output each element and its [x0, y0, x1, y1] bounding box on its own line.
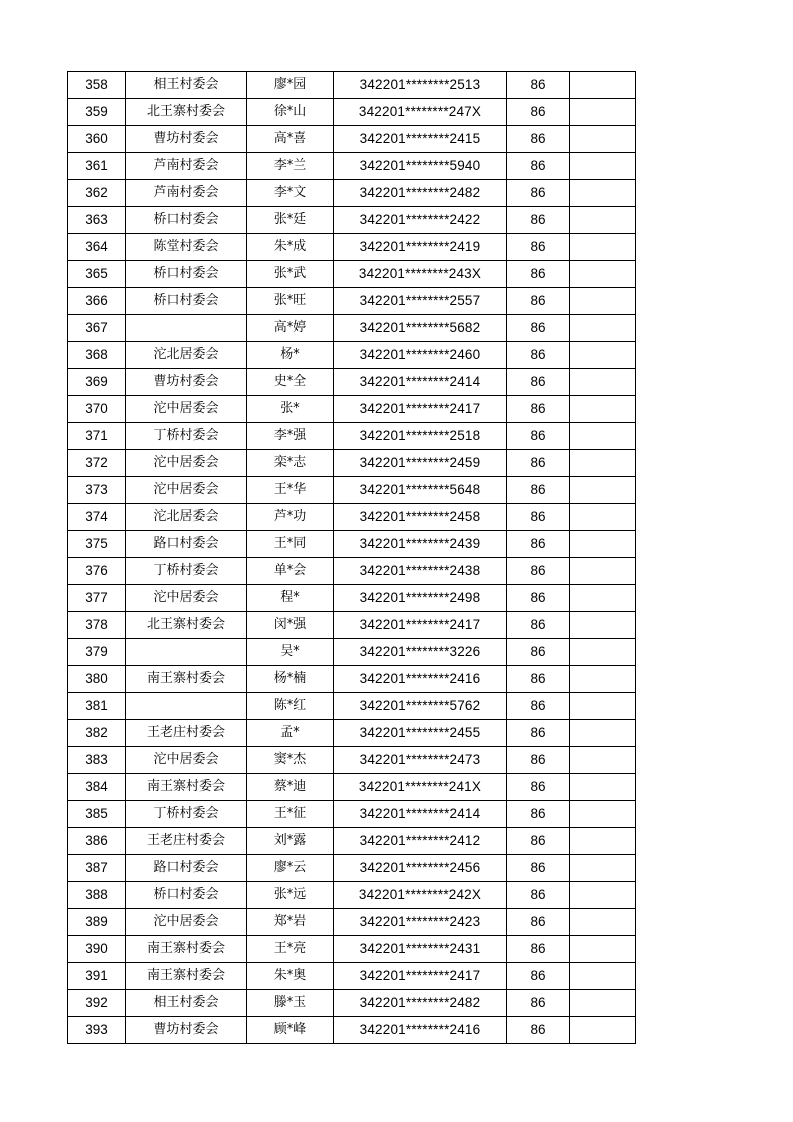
name-cell: 单*会 [247, 558, 334, 585]
row-number-cell: 370 [68, 396, 126, 423]
unit-cell: 路口村委会 [126, 531, 247, 558]
name-cell: 吴* [247, 639, 334, 666]
name-cell: 窦*杰 [247, 747, 334, 774]
name-cell: 李*文 [247, 180, 334, 207]
unit-cell: 沱中居委会 [126, 585, 247, 612]
unit-cell: 丁桥村委会 [126, 558, 247, 585]
note-cell [570, 99, 636, 126]
row-number-cell: 368 [68, 342, 126, 369]
note-cell [570, 612, 636, 639]
name-cell: 杨*楠 [247, 666, 334, 693]
id-number-cell: 342201********2456 [334, 855, 507, 882]
id-number-cell: 342201********2460 [334, 342, 507, 369]
table-row [68, 666, 636, 693]
row-number-cell: 364 [68, 234, 126, 261]
unit-cell: 沱中居委会 [126, 477, 247, 504]
row-number-cell: 358 [68, 72, 126, 99]
score-cell: 86 [507, 99, 570, 126]
table-row [68, 207, 636, 234]
note-cell [570, 963, 636, 990]
name-cell: 滕*玉 [247, 990, 334, 1017]
name-cell: 李*兰 [247, 153, 334, 180]
row-number-cell: 373 [68, 477, 126, 504]
name-cell: 王*征 [247, 801, 334, 828]
score-cell: 86 [507, 504, 570, 531]
unit-cell: 曹坊村委会 [126, 1017, 247, 1044]
name-cell: 李*强 [247, 423, 334, 450]
note-cell [570, 288, 636, 315]
name-cell: 廖*园 [247, 72, 334, 99]
row-number-cell: 359 [68, 99, 126, 126]
id-number-cell: 342201********5648 [334, 477, 507, 504]
row-number-cell: 360 [68, 126, 126, 153]
score-cell: 86 [507, 774, 570, 801]
id-number-cell: 342201********2439 [334, 531, 507, 558]
unit-cell: 相王村委会 [126, 72, 247, 99]
unit-cell: 南王寨村委会 [126, 963, 247, 990]
score-cell: 86 [507, 423, 570, 450]
row-number-cell: 363 [68, 207, 126, 234]
id-number-cell: 342201********5682 [334, 315, 507, 342]
unit-cell: 南王寨村委会 [126, 666, 247, 693]
table-row [68, 855, 636, 882]
note-cell [570, 693, 636, 720]
score-cell: 86 [507, 747, 570, 774]
row-number-cell: 361 [68, 153, 126, 180]
id-number-cell: 342201********2417 [334, 963, 507, 990]
table-row [68, 720, 636, 747]
unit-cell: 南王寨村委会 [126, 936, 247, 963]
name-cell: 徐*山 [247, 99, 334, 126]
table-row [68, 747, 636, 774]
table-row [68, 828, 636, 855]
row-number-cell: 384 [68, 774, 126, 801]
name-cell: 张* [247, 396, 334, 423]
table-row [68, 585, 636, 612]
unit-cell: 沱中居委会 [126, 909, 247, 936]
row-number-cell: 371 [68, 423, 126, 450]
score-cell: 86 [507, 234, 570, 261]
name-cell: 高*婷 [247, 315, 334, 342]
id-number-cell: 342201********2482 [334, 180, 507, 207]
note-cell [570, 882, 636, 909]
note-cell [570, 936, 636, 963]
id-number-cell: 342201********2414 [334, 369, 507, 396]
row-number-cell: 386 [68, 828, 126, 855]
row-number-cell: 392 [68, 990, 126, 1017]
score-cell: 86 [507, 153, 570, 180]
row-number-cell: 382 [68, 720, 126, 747]
score-cell: 86 [507, 207, 570, 234]
score-cell: 86 [507, 855, 570, 882]
unit-cell: 王老庄村委会 [126, 720, 247, 747]
score-cell: 86 [507, 666, 570, 693]
score-cell: 86 [507, 288, 570, 315]
name-cell: 孟* [247, 720, 334, 747]
id-number-cell: 342201********2416 [334, 1017, 507, 1044]
id-number-cell: 342201********2431 [334, 936, 507, 963]
name-cell: 蔡*迪 [247, 774, 334, 801]
row-number-cell: 389 [68, 909, 126, 936]
row-number-cell: 365 [68, 261, 126, 288]
unit-cell: 路口村委会 [126, 855, 247, 882]
id-number-cell: 342201********243X [334, 261, 507, 288]
note-cell [570, 801, 636, 828]
row-number-cell: 387 [68, 855, 126, 882]
note-cell [570, 639, 636, 666]
table-row [68, 963, 636, 990]
table-row [68, 558, 636, 585]
name-cell: 王*华 [247, 477, 334, 504]
unit-cell: 沱北居委会 [126, 504, 247, 531]
table-row [68, 234, 636, 261]
score-cell: 86 [507, 342, 570, 369]
note-cell [570, 207, 636, 234]
score-cell: 86 [507, 315, 570, 342]
unit-cell: 桥口村委会 [126, 207, 247, 234]
unit-cell: 北王寨村委会 [126, 99, 247, 126]
unit-cell: 丁桥村委会 [126, 801, 247, 828]
unit-cell: 桥口村委会 [126, 288, 247, 315]
score-cell: 86 [507, 369, 570, 396]
score-cell: 86 [507, 909, 570, 936]
score-cell: 86 [507, 450, 570, 477]
score-cell: 86 [507, 828, 570, 855]
note-cell [570, 72, 636, 99]
score-cell: 86 [507, 612, 570, 639]
id-number-cell: 342201********2423 [334, 909, 507, 936]
unit-cell: 芦南村委会 [126, 180, 247, 207]
roster-table-body [68, 72, 636, 1044]
table-row [68, 639, 636, 666]
id-number-cell: 342201********2557 [334, 288, 507, 315]
row-number-cell: 393 [68, 1017, 126, 1044]
score-cell: 86 [507, 396, 570, 423]
table-row [68, 1017, 636, 1044]
table-row [68, 288, 636, 315]
id-number-cell: 342201********2513 [334, 72, 507, 99]
name-cell: 张*旺 [247, 288, 334, 315]
table-row [68, 72, 636, 99]
unit-cell: 桥口村委会 [126, 882, 247, 909]
row-number-cell: 369 [68, 369, 126, 396]
id-number-cell: 342201********2417 [334, 612, 507, 639]
row-number-cell: 367 [68, 315, 126, 342]
id-number-cell: 342201********2415 [334, 126, 507, 153]
score-cell: 86 [507, 558, 570, 585]
table-row [68, 126, 636, 153]
id-number-cell: 342201********5762 [334, 693, 507, 720]
name-cell: 廖*云 [247, 855, 334, 882]
note-cell [570, 855, 636, 882]
row-number-cell: 379 [68, 639, 126, 666]
table-row [68, 774, 636, 801]
score-cell: 86 [507, 720, 570, 747]
note-cell [570, 126, 636, 153]
note-cell [570, 828, 636, 855]
id-number-cell: 342201********3226 [334, 639, 507, 666]
name-cell: 郑*岩 [247, 909, 334, 936]
table-row [68, 693, 636, 720]
name-cell: 栾*志 [247, 450, 334, 477]
unit-cell: 桥口村委会 [126, 261, 247, 288]
table-row [68, 396, 636, 423]
name-cell: 张*武 [247, 261, 334, 288]
id-number-cell: 342201********241X [334, 774, 507, 801]
note-cell [570, 531, 636, 558]
id-number-cell: 342201********2419 [334, 234, 507, 261]
score-cell: 86 [507, 477, 570, 504]
note-cell [570, 423, 636, 450]
row-number-cell: 385 [68, 801, 126, 828]
table-row [68, 99, 636, 126]
unit-cell: 王老庄村委会 [126, 828, 247, 855]
row-number-cell: 388 [68, 882, 126, 909]
note-cell [570, 720, 636, 747]
note-cell [570, 504, 636, 531]
name-cell: 高*喜 [247, 126, 334, 153]
name-cell: 程* [247, 585, 334, 612]
note-cell [570, 1017, 636, 1044]
score-cell: 86 [507, 1017, 570, 1044]
id-number-cell: 342201********2458 [334, 504, 507, 531]
unit-cell: 芦南村委会 [126, 153, 247, 180]
name-cell: 王*亮 [247, 936, 334, 963]
note-cell [570, 342, 636, 369]
name-cell: 陈*红 [247, 693, 334, 720]
table-row [68, 153, 636, 180]
unit-cell: 沱中居委会 [126, 450, 247, 477]
score-cell: 86 [507, 261, 570, 288]
note-cell [570, 396, 636, 423]
score-cell: 86 [507, 963, 570, 990]
id-number-cell: 342201********2438 [334, 558, 507, 585]
name-cell: 刘*露 [247, 828, 334, 855]
name-cell: 王*同 [247, 531, 334, 558]
id-number-cell: 342201********242X [334, 882, 507, 909]
id-number-cell: 342201********2416 [334, 666, 507, 693]
name-cell: 朱*奥 [247, 963, 334, 990]
name-cell: 朱*成 [247, 234, 334, 261]
table-row [68, 477, 636, 504]
table-row [68, 315, 636, 342]
row-number-cell: 380 [68, 666, 126, 693]
score-cell: 86 [507, 531, 570, 558]
unit-cell: 南王寨村委会 [126, 774, 247, 801]
unit-cell [126, 639, 247, 666]
score-cell: 86 [507, 585, 570, 612]
note-cell [570, 153, 636, 180]
row-number-cell: 391 [68, 963, 126, 990]
note-cell [570, 261, 636, 288]
note-cell [570, 909, 636, 936]
note-cell [570, 477, 636, 504]
unit-cell: 北王寨村委会 [126, 612, 247, 639]
table-row [68, 882, 636, 909]
table-row [68, 369, 636, 396]
note-cell [570, 315, 636, 342]
table-row [68, 261, 636, 288]
table-row [68, 936, 636, 963]
table-row [68, 423, 636, 450]
row-number-cell: 378 [68, 612, 126, 639]
table-row [68, 801, 636, 828]
row-number-cell: 372 [68, 450, 126, 477]
row-number-cell: 374 [68, 504, 126, 531]
note-cell [570, 774, 636, 801]
score-cell: 86 [507, 936, 570, 963]
name-cell: 张*远 [247, 882, 334, 909]
table-row [68, 990, 636, 1017]
id-number-cell: 342201********2473 [334, 747, 507, 774]
unit-cell: 丁桥村委会 [126, 423, 247, 450]
note-cell [570, 369, 636, 396]
id-number-cell: 342201********2412 [334, 828, 507, 855]
score-cell: 86 [507, 990, 570, 1017]
row-number-cell: 383 [68, 747, 126, 774]
id-number-cell: 342201********2482 [334, 990, 507, 1017]
id-number-cell: 342201********247X [334, 99, 507, 126]
name-cell: 杨* [247, 342, 334, 369]
row-number-cell: 390 [68, 936, 126, 963]
score-cell: 86 [507, 126, 570, 153]
id-number-cell: 342201********2417 [334, 396, 507, 423]
unit-cell: 相王村委会 [126, 990, 247, 1017]
name-cell: 芦*功 [247, 504, 334, 531]
id-number-cell: 342201********2459 [334, 450, 507, 477]
id-number-cell: 342201********2455 [334, 720, 507, 747]
note-cell [570, 990, 636, 1017]
score-cell: 86 [507, 72, 570, 99]
note-cell [570, 180, 636, 207]
id-number-cell: 342201********5940 [334, 153, 507, 180]
name-cell: 张*廷 [247, 207, 334, 234]
score-cell: 86 [507, 639, 570, 666]
id-number-cell: 342201********2422 [334, 207, 507, 234]
row-number-cell: 366 [68, 288, 126, 315]
id-number-cell: 342201********2518 [334, 423, 507, 450]
roster-table [67, 71, 636, 1044]
row-number-cell: 375 [68, 531, 126, 558]
note-cell [570, 450, 636, 477]
id-number-cell: 342201********2498 [334, 585, 507, 612]
unit-cell: 曹坊村委会 [126, 369, 247, 396]
table-row [68, 531, 636, 558]
note-cell [570, 747, 636, 774]
unit-cell: 沱北居委会 [126, 342, 247, 369]
score-cell: 86 [507, 693, 570, 720]
score-cell: 86 [507, 882, 570, 909]
score-cell: 86 [507, 180, 570, 207]
name-cell: 顾*峰 [247, 1017, 334, 1044]
name-cell: 闵*强 [247, 612, 334, 639]
table-row [68, 909, 636, 936]
name-cell: 史*全 [247, 369, 334, 396]
unit-cell: 沱中居委会 [126, 396, 247, 423]
score-cell: 86 [507, 801, 570, 828]
row-number-cell: 362 [68, 180, 126, 207]
table-row [68, 504, 636, 531]
unit-cell: 陈堂村委会 [126, 234, 247, 261]
table-row [68, 612, 636, 639]
note-cell [570, 558, 636, 585]
unit-cell [126, 693, 247, 720]
table-row [68, 450, 636, 477]
unit-cell: 曹坊村委会 [126, 126, 247, 153]
row-number-cell: 377 [68, 585, 126, 612]
id-number-cell: 342201********2414 [334, 801, 507, 828]
unit-cell: 沱中居委会 [126, 747, 247, 774]
row-number-cell: 381 [68, 693, 126, 720]
unit-cell [126, 315, 247, 342]
note-cell [570, 666, 636, 693]
table-row [68, 180, 636, 207]
note-cell [570, 585, 636, 612]
note-cell [570, 234, 636, 261]
row-number-cell: 376 [68, 558, 126, 585]
table-row [68, 342, 636, 369]
